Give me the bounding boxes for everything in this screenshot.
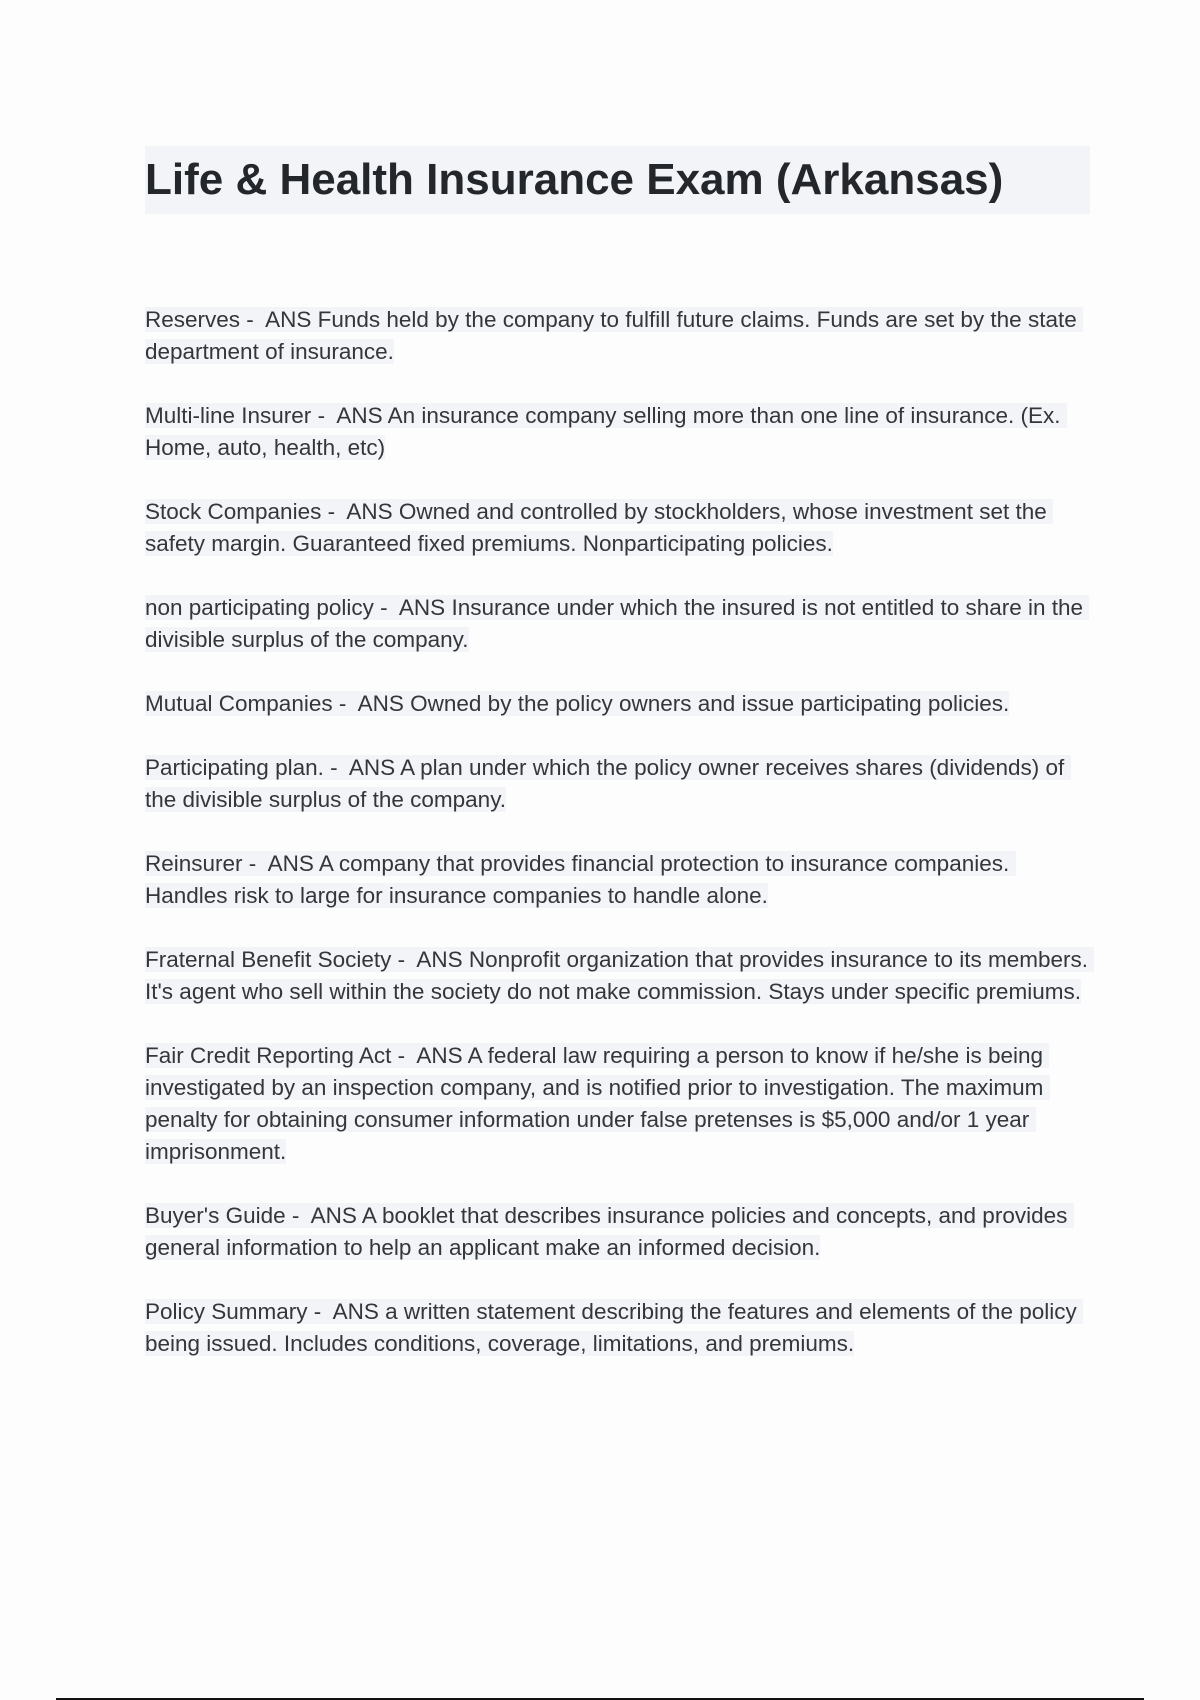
entry bbox=[145, 496, 1095, 560]
answer-marker: ANS bbox=[336, 403, 383, 428]
answer-marker: ANS bbox=[346, 499, 393, 524]
title-block bbox=[145, 146, 1090, 214]
entry bbox=[145, 848, 1095, 912]
entry-term: Multi-line Insurer bbox=[145, 403, 312, 428]
answer-marker: ANS bbox=[398, 595, 446, 620]
answer-marker: ANS bbox=[310, 1203, 357, 1228]
entry-definition: Funds held by the company to fulfill future claims. Funds are set by the state department of insurance. bbox=[145, 307, 1083, 364]
entry-term: Policy Summary bbox=[145, 1299, 308, 1324]
entry bbox=[145, 752, 1095, 816]
entry-separator: - bbox=[242, 851, 268, 876]
answer-marker: ANS bbox=[416, 1043, 463, 1068]
entry-separator: - bbox=[373, 595, 399, 620]
entry-separator: - bbox=[285, 1203, 311, 1228]
entry-separator: - bbox=[391, 947, 417, 972]
entry-term: Stock Companies bbox=[145, 499, 322, 524]
entry-term: Fair Credit Reporting Act bbox=[145, 1043, 392, 1068]
entry-separator: - bbox=[311, 403, 337, 428]
answer-marker: ANS bbox=[332, 1299, 379, 1324]
entry-separator: - bbox=[332, 691, 358, 716]
entry-term: Reserves bbox=[145, 307, 241, 332]
entry bbox=[145, 304, 1095, 368]
entry-term: Fraternal Benefit Society bbox=[145, 947, 392, 972]
entry bbox=[145, 592, 1095, 656]
entry bbox=[145, 1040, 1095, 1168]
entry-definition: A plan under which the policy owner receives shares (dividends) of the divisible surplus of the company. bbox=[145, 755, 1071, 812]
entry-definition: A company that provides financial protection to insurance companies. Handles risk to large for insurance companies to handle alone. bbox=[145, 851, 1016, 908]
answer-marker: ANS bbox=[348, 755, 396, 780]
entry-definition: Insurance under which the insured is not entitled to share in the divisible surplus of the company. bbox=[145, 595, 1090, 652]
entry-term: non participating policy bbox=[145, 595, 374, 620]
entry-definition: A booklet that describes insurance policies and concepts, and provides general information to help an applicant make an informed decision. bbox=[145, 1203, 1074, 1260]
answer-marker: ANS bbox=[357, 691, 404, 716]
entry-definition: Owned by the policy owners and issue participating policies. bbox=[410, 691, 1010, 716]
entry-term: Reinsurer bbox=[145, 851, 243, 876]
entry bbox=[145, 1296, 1095, 1360]
entry-term: Participating plan. bbox=[145, 755, 324, 780]
entry-definition: Nonprofit organization that provides insurance to its members. It's agent who sell within the society do not make commission. Stays under specific premiums. bbox=[145, 947, 1095, 1004]
entry-term: Buyer's Guide bbox=[145, 1203, 286, 1228]
entry-separator: - bbox=[323, 755, 349, 780]
entry-separator: - bbox=[240, 307, 266, 332]
entry-definition: a written statement describing the features and elements of the policy being issued. Includes conditions, coverage, limitations, and premiums. bbox=[145, 1299, 1083, 1356]
answer-marker: ANS bbox=[265, 307, 312, 332]
answer-marker: ANS bbox=[416, 947, 463, 972]
entry-term: Mutual Companies bbox=[145, 691, 333, 716]
entry-definition: An insurance company selling more than one line of insurance. (Ex. Home, auto, health, etc) bbox=[145, 403, 1067, 460]
answer-marker: ANS bbox=[267, 851, 314, 876]
entry bbox=[145, 400, 1095, 464]
entry-separator: - bbox=[391, 1043, 417, 1068]
entry bbox=[145, 944, 1095, 1008]
entry bbox=[145, 1200, 1095, 1264]
entry-separator: - bbox=[307, 1299, 333, 1324]
entry-list bbox=[145, 304, 1095, 1392]
entry bbox=[145, 688, 1095, 720]
entry-definition: A federal law requiring a person to know if he/she is being investigated by an inspection company, and is notified prior to investigation. The maximum penalty for obtaining consumer information under false pretenses is $5,000 and/or 1 year imprisonment. bbox=[145, 1043, 1050, 1164]
document-title: Life & Health Insurance Exam (Arkansas) bbox=[145, 155, 1004, 204]
entry-definition: Owned and controlled by stockholders, whose investment set the safety margin. Guaranteed fixed premiums. Nonparticipating policies. bbox=[145, 499, 1054, 556]
entry-separator: - bbox=[321, 499, 347, 524]
